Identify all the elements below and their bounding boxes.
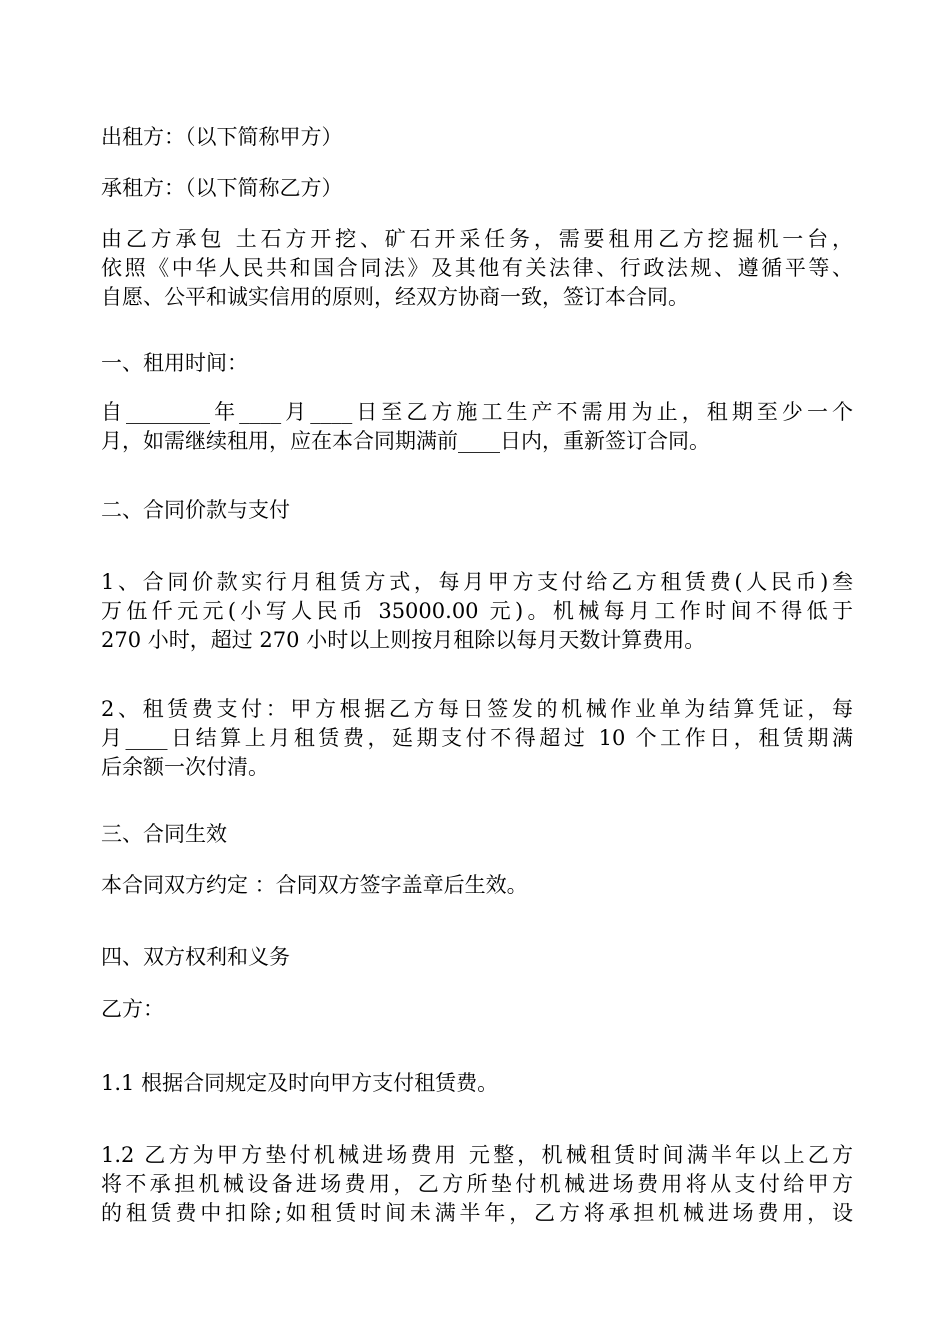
clause-2-2-paragraph — [101, 695, 853, 782]
section-heading-rental-period: 一、租用时间： — [101, 351, 248, 375]
clause-line: 万伍仟元元(小写人民币 35000.00 元)。机械每月工作时间不得低于 — [101, 599, 853, 623]
rental-period-line: 月，如需继续租用，应在本合同期满前____日内，重新签订合同。 — [101, 429, 710, 453]
intro-line: 由乙方承包 土石方开挖、矿石开采任务，需要租用乙方挖掘机一台， — [101, 227, 853, 251]
intro-line: 依照《中华人民共和国合同法》及其他有关法律、行政法规、遵循平等、 — [101, 256, 853, 280]
clause-line: 2、租赁费支付：甲方根据乙方每日签发的机械作业单为结算凭证，每 — [101, 697, 853, 721]
intro-line: 自愿、公平和诚实信用的原则，经双方协商一致，签订本合同。 — [101, 285, 689, 309]
lessor-line: 出租方：（以下简称甲方） — [101, 125, 343, 149]
clause-2-1-paragraph — [101, 568, 853, 655]
rental-period-paragraph — [101, 398, 853, 456]
clause-1-2-paragraph — [101, 1141, 853, 1228]
section-heading-price-payment: 二、合同价款与支付 — [101, 498, 290, 522]
section-heading-effectiveness: 三、合同生效 — [101, 822, 227, 846]
clause-line: 1、合同价款实行月租赁方式，每月甲方支付给乙方租赁费(人民币)叁 — [101, 570, 853, 594]
party-b-label: 乙方： — [101, 997, 164, 1021]
rental-period-line: 自________年____月____日至乙方施工生产不需用为止，租期至少一个 — [101, 400, 853, 424]
clause-line: 270 小时，超过 270 小时以上则按月租除以每月天数计算费用。 — [101, 628, 706, 652]
clause-1-1: 1.1 根据合同规定及时向甲方支付租赁费。 — [101, 1071, 499, 1095]
clause-line: 月____日结算上月租赁费，延期支付不得超过 10 个工作日，租赁期满 — [101, 726, 853, 750]
clause-line: 1.2 乙方为甲方垫付机械进场费用 元整，机械租赁时间满半年以上乙方 — [101, 1143, 853, 1167]
clause-line: 将不承担机械设备进场费用，乙方所垫付机械进场费用将从支付给甲方 — [101, 1172, 853, 1196]
clause-line: 后余额一次付清。 — [101, 755, 269, 779]
section-heading-rights-obligations: 四、双方权利和义务 — [101, 945, 290, 969]
clause-line: 的租赁费中扣除;如租赁时间未满半年，乙方将承担机械进场费用，设 — [101, 1201, 853, 1225]
intro-paragraph — [101, 225, 853, 312]
lessee-line: 承租方：（以下简称乙方） — [101, 176, 343, 200]
effectiveness-text: 本合同双方约定 ：合同双方签字盖章后生效。 — [101, 873, 528, 897]
